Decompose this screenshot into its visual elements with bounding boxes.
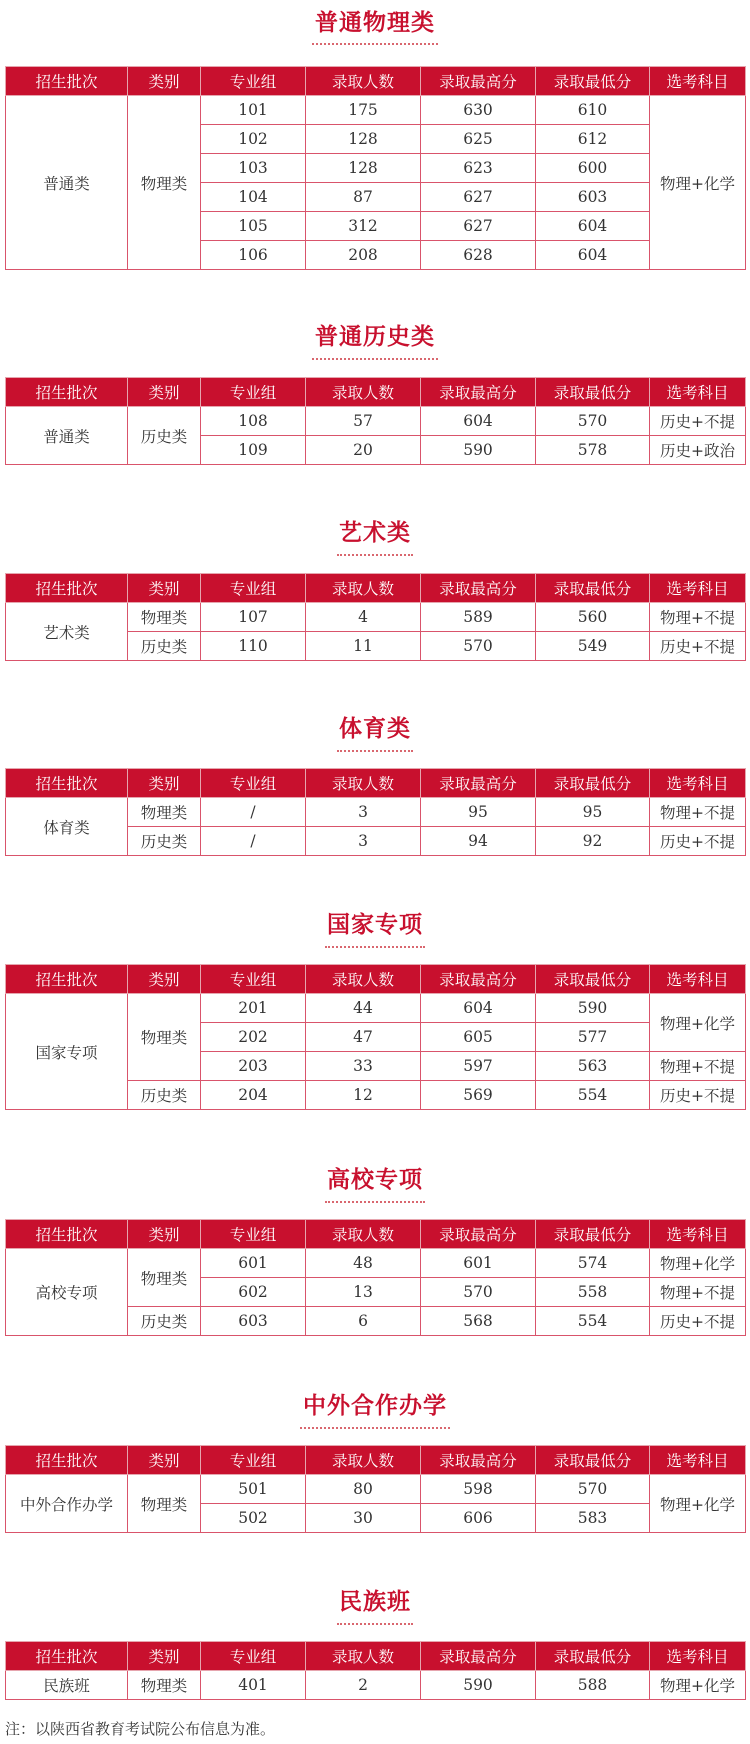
header-category: 类别 [128,1446,201,1475]
table-row [6,994,746,1023]
min-cell: 92 [536,827,650,856]
header-min: 录取最低分 [536,378,650,407]
min-cell: 577 [536,1023,650,1052]
count-cell: 12 [306,1081,421,1110]
footnote: 注：以陕西省教育考试院公布信息为准。 [5,1720,276,1738]
max-cell: 569 [421,1081,536,1110]
section-title-history: 普通历史类 [315,324,435,350]
count-cell: 47 [306,1023,421,1052]
min-cell: 583 [536,1504,650,1533]
max-cell: 590 [421,436,536,465]
min-cell: 554 [536,1081,650,1110]
header-batch: 招生批次 [6,1446,128,1475]
max-cell: 623 [421,154,536,183]
count-cell: 57 [306,407,421,436]
min-cell: 570 [536,1475,650,1504]
title-rule [300,1427,450,1429]
header-max: 录取最高分 [421,1642,536,1671]
table-row [6,96,746,125]
header-count: 录取人数 [306,1446,421,1475]
header-category: 类别 [128,378,201,407]
group-cell: 109 [201,436,306,465]
category-cell: 物理类 [128,96,201,270]
count-cell: 128 [306,154,421,183]
table-ethnic [5,1641,746,1700]
group-cell: 104 [201,183,306,212]
category-cell: 物理类 [128,994,201,1081]
header-category: 类别 [128,67,201,96]
header-count: 录取人数 [306,1220,421,1249]
header-max: 录取最高分 [421,769,536,798]
max-cell: 604 [421,994,536,1023]
table-history [5,377,746,465]
header-row [6,574,746,603]
batch-cell: 艺术类 [6,603,128,661]
subjects-cell: 物理+化学 [650,1249,746,1278]
count-cell: 20 [306,436,421,465]
category-cell: 物理类 [128,1475,201,1533]
group-cell: 107 [201,603,306,632]
count-cell: 128 [306,125,421,154]
header-subjects: 选考科目 [650,574,746,603]
min-cell: 600 [536,154,650,183]
group-cell: 108 [201,407,306,436]
header-subjects: 选考科目 [650,1642,746,1671]
count-cell: 87 [306,183,421,212]
max-cell: 589 [421,603,536,632]
subjects-cell: 历史+不提 [650,1307,746,1336]
subjects-cell: 历史+不提 [650,827,746,856]
header-min: 录取最低分 [536,67,650,96]
batch-cell: 体育类 [6,798,128,856]
count-cell: 48 [306,1249,421,1278]
header-max: 录取最高分 [421,574,536,603]
batch-cell: 国家专项 [6,994,128,1110]
header-category: 类别 [128,965,201,994]
header-row [6,1446,746,1475]
title-rule [325,946,425,948]
group-cell: / [201,827,306,856]
subjects-cell: 物理+不提 [650,1052,746,1081]
min-cell: 578 [536,436,650,465]
header-count: 录取人数 [306,67,421,96]
table-sino-foreign [5,1445,746,1533]
table-row [6,1475,746,1504]
header-count: 录取人数 [306,574,421,603]
header-subjects: 选考科目 [650,769,746,798]
count-cell: 4 [306,603,421,632]
header-count: 录取人数 [306,1642,421,1671]
subjects-cell: 历史+不提 [650,1081,746,1110]
header-row [6,965,746,994]
group-cell: / [201,798,306,827]
group-cell: 502 [201,1504,306,1533]
count-cell: 3 [306,798,421,827]
header-batch: 招生批次 [6,1220,128,1249]
table-row [6,798,746,827]
header-max: 录取最高分 [421,965,536,994]
header-subjects: 选考科目 [650,1220,746,1249]
table-row [6,1671,746,1700]
title-rule [337,750,413,752]
header-count: 录取人数 [306,769,421,798]
max-cell: 570 [421,1278,536,1307]
batch-cell: 高校专项 [6,1249,128,1336]
section-title-sino-foreign: 中外合作办学 [303,1393,447,1419]
count-cell: 2 [306,1671,421,1700]
subjects-cell: 物理+不提 [650,798,746,827]
max-cell: 570 [421,632,536,661]
min-cell: 604 [536,212,650,241]
group-cell: 103 [201,154,306,183]
group-cell: 602 [201,1278,306,1307]
header-subjects: 选考科目 [650,67,746,96]
group-cell: 203 [201,1052,306,1081]
header-min: 录取最低分 [536,1220,650,1249]
count-cell: 208 [306,241,421,270]
header-row [6,1642,746,1671]
min-cell: 612 [536,125,650,154]
title-rule [312,43,438,45]
table-row [6,603,746,632]
group-cell: 101 [201,96,306,125]
header-group: 专业组 [201,1220,306,1249]
header-batch: 招生批次 [6,378,128,407]
max-cell: 627 [421,212,536,241]
min-cell: 610 [536,96,650,125]
section-title-ethnic: 民族班 [339,1589,411,1615]
header-row [6,378,746,407]
header-subjects: 选考科目 [650,1446,746,1475]
batch-cell: 中外合作办学 [6,1475,128,1533]
min-cell: 95 [536,798,650,827]
max-cell: 625 [421,125,536,154]
max-cell: 630 [421,96,536,125]
count-cell: 13 [306,1278,421,1307]
header-min: 录取最低分 [536,769,650,798]
subjects-cell: 历史+不提 [650,632,746,661]
batch-cell: 普通类 [6,96,128,270]
header-group: 专业组 [201,67,306,96]
header-max: 录取最高分 [421,67,536,96]
count-cell: 175 [306,96,421,125]
header-max: 录取最高分 [421,1446,536,1475]
header-group: 专业组 [201,965,306,994]
max-cell: 590 [421,1671,536,1700]
table-art [5,573,746,661]
batch-cell: 民族班 [6,1671,128,1700]
table-national [5,964,746,1110]
header-category: 类别 [128,574,201,603]
min-cell: 563 [536,1052,650,1081]
subjects-cell: 物理+化学 [650,994,746,1052]
group-cell: 102 [201,125,306,154]
table-row [6,1249,746,1278]
category-cell: 历史类 [128,827,201,856]
header-group: 专业组 [201,1642,306,1671]
group-cell: 501 [201,1475,306,1504]
section-title-national: 国家专项 [327,912,423,938]
count-cell: 80 [306,1475,421,1504]
header-max: 录取最高分 [421,1220,536,1249]
header-batch: 招生批次 [6,67,128,96]
header-category: 类别 [128,1220,201,1249]
min-cell: 604 [536,241,650,270]
header-min: 录取最低分 [536,1446,650,1475]
min-cell: 549 [536,632,650,661]
max-cell: 627 [421,183,536,212]
min-cell: 588 [536,1671,650,1700]
min-cell: 554 [536,1307,650,1336]
count-cell: 11 [306,632,421,661]
category-cell: 物理类 [128,1249,201,1307]
subjects-cell: 物理+不提 [650,603,746,632]
subjects-cell: 物理+不提 [650,1278,746,1307]
subjects-cell: 历史+政治 [650,436,746,465]
subjects-cell: 物理+化学 [650,1671,746,1700]
category-cell: 历史类 [128,632,201,661]
header-subjects: 选考科目 [650,378,746,407]
subjects-cell: 历史+不提 [650,407,746,436]
min-cell: 603 [536,183,650,212]
group-cell: 401 [201,1671,306,1700]
title-rule [325,1201,425,1203]
header-min: 录取最低分 [536,1642,650,1671]
header-batch: 招生批次 [6,965,128,994]
group-cell: 201 [201,994,306,1023]
section-title-art: 艺术类 [339,520,411,546]
count-cell: 44 [306,994,421,1023]
min-cell: 574 [536,1249,650,1278]
header-batch: 招生批次 [6,574,128,603]
table-physics [5,66,746,270]
count-cell: 312 [306,212,421,241]
title-rule [337,1623,413,1625]
header-row [6,769,746,798]
title-rule [312,358,438,360]
table-university [5,1219,746,1336]
table-sports [5,768,746,856]
header-group: 专业组 [201,769,306,798]
max-cell: 628 [421,241,536,270]
min-cell: 590 [536,994,650,1023]
header-min: 录取最低分 [536,965,650,994]
category-cell: 历史类 [128,1307,201,1336]
group-cell: 105 [201,212,306,241]
title-rule [337,554,413,556]
max-cell: 568 [421,1307,536,1336]
header-group: 专业组 [201,1446,306,1475]
header-subjects: 选考科目 [650,965,746,994]
section-title-university: 高校专项 [327,1167,423,1193]
group-cell: 110 [201,632,306,661]
header-group: 专业组 [201,574,306,603]
header-batch: 招生批次 [6,1642,128,1671]
max-cell: 606 [421,1504,536,1533]
max-cell: 605 [421,1023,536,1052]
category-cell: 历史类 [128,1081,201,1110]
batch-cell: 普通类 [6,407,128,465]
header-min: 录取最低分 [536,574,650,603]
section-title-sports: 体育类 [339,716,411,742]
header-count: 录取人数 [306,378,421,407]
group-cell: 603 [201,1307,306,1336]
header-category: 类别 [128,769,201,798]
section-title-physics: 普通物理类 [315,10,435,36]
group-cell: 106 [201,241,306,270]
category-cell: 物理类 [128,798,201,827]
header-group: 专业组 [201,378,306,407]
min-cell: 560 [536,603,650,632]
max-cell: 598 [421,1475,536,1504]
header-row [6,67,746,96]
max-cell: 94 [421,827,536,856]
subjects-cell: 物理+化学 [650,1475,746,1533]
count-cell: 3 [306,827,421,856]
min-cell: 570 [536,407,650,436]
count-cell: 6 [306,1307,421,1336]
count-cell: 33 [306,1052,421,1081]
group-cell: 601 [201,1249,306,1278]
min-cell: 558 [536,1278,650,1307]
category-cell: 物理类 [128,603,201,632]
header-count: 录取人数 [306,965,421,994]
max-cell: 601 [421,1249,536,1278]
max-cell: 604 [421,407,536,436]
subjects-cell: 物理+化学 [650,96,746,270]
category-cell: 物理类 [128,1671,201,1700]
max-cell: 597 [421,1052,536,1081]
category-cell: 历史类 [128,407,201,465]
table-row [6,407,746,436]
header-max: 录取最高分 [421,378,536,407]
group-cell: 204 [201,1081,306,1110]
count-cell: 30 [306,1504,421,1533]
max-cell: 95 [421,798,536,827]
group-cell: 202 [201,1023,306,1052]
header-row [6,1220,746,1249]
header-batch: 招生批次 [6,769,128,798]
header-category: 类别 [128,1642,201,1671]
